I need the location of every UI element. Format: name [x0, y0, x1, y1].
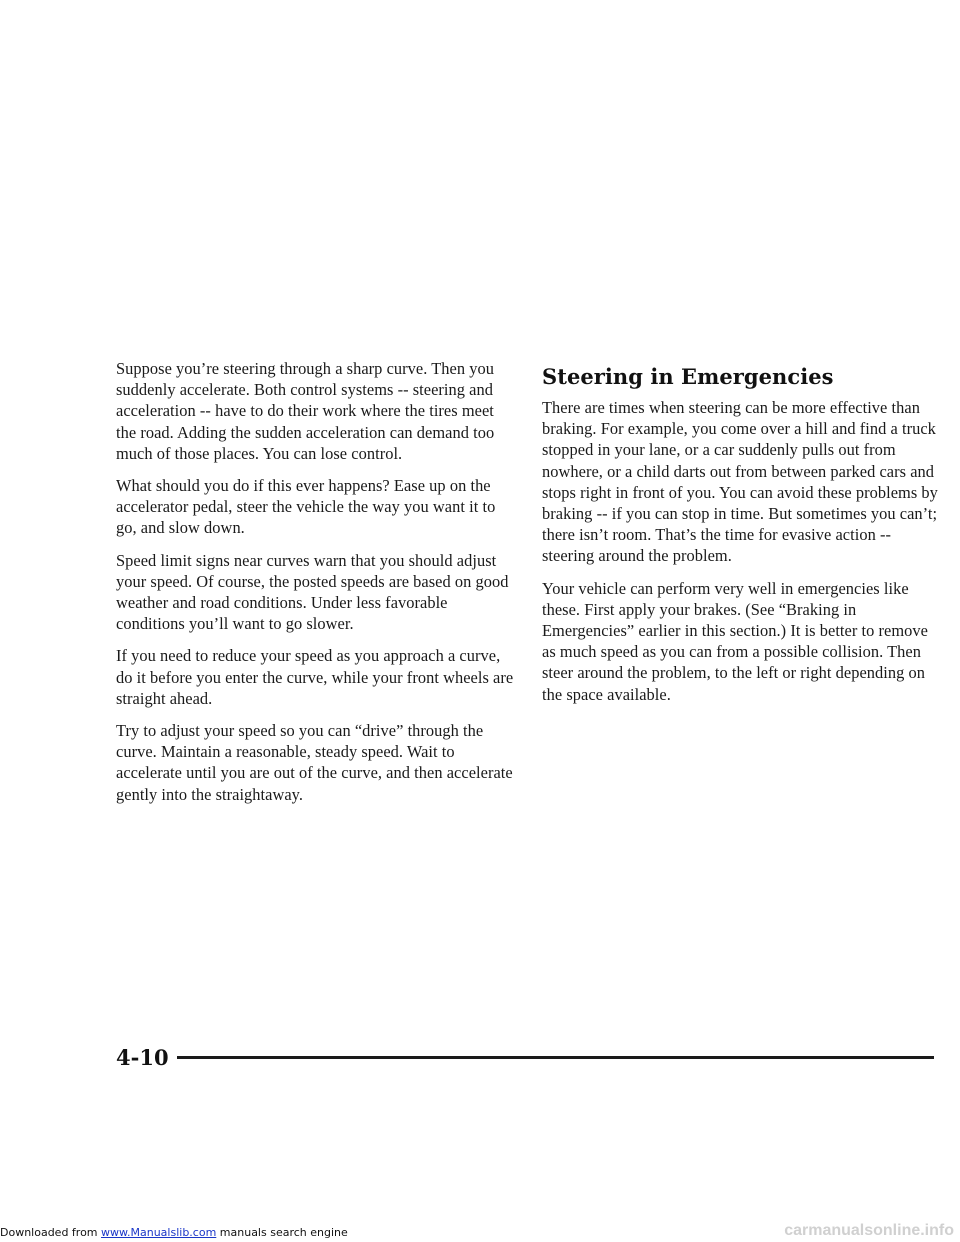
- right-column: [542, 364, 938, 716]
- left-column: [116, 358, 516, 816]
- source-link[interactable]: www.Manualslib.com: [101, 1226, 217, 1239]
- section-heading: Steering in Emergencies: [542, 364, 834, 389]
- body-paragraph: Speed limit signs near curves warn that you should adjust your speed. Of course, the posted speeds are based on good weather and road conditions. Under less favorable conditions you’ll want to go slower.: [116, 550, 509, 634]
- source-banner: [0, 1226, 348, 1240]
- body-paragraph: Try to adjust your speed so you can “drive” through the curve. Maintain a reasonable, steady speed. Wait to accelerate until you are out of the curve, and then accelerate gently into the straightaway.: [116, 721, 513, 804]
- body-paragraph: Your vehicle can perform very well in emergencies like these. First apply your brakes. (See “Braking in Emergencies” earlier in this section.) It is better to remove as much speed as you can from a possible collision. Then steer around the problem, to the left or right depending on the space available.: [542, 578, 928, 704]
- source-suffix: manuals search engine: [216, 1226, 348, 1239]
- source-prefix: Downloaded from: [0, 1226, 102, 1239]
- page-footer: [116, 1044, 934, 1070]
- body-paragraph: What should you do if this ever happens? Ease up on the accelerator pedal, steer the vehicle the way you want it to go, and slow down.: [116, 476, 496, 538]
- body-paragraph: If you need to reduce your speed as you approach a curve, do it before you enter the curve, while your front wheels are straight ahead.: [116, 646, 514, 708]
- body-paragraph: There are times when steering can be more effective than braking. For example, you come over a hill and find a truck stopped in your lane, or a car suddenly pulls out from nowhere, or a child darts out from between parked cars and stops right in front of you. You can avoid these problems by braking -- if you can stop in time. But sometimes you can’t; there isn’t room. That’s the time for evasive action -- steering around the problem.: [542, 398, 938, 566]
- body-paragraph: Suppose you’re steering through a sharp curve. Then you suddenly accelerate. Both control systems -- steering and acceleration -- have to do their work where the tires meet the road. Adding the sudden acceleration can demand too much of those places. You can lose control.: [116, 359, 495, 463]
- watermark: carmanualsonline.info: [784, 1222, 954, 1239]
- page-number: 4-10: [116, 1044, 169, 1070]
- footer-rule: [177, 1056, 934, 1059]
